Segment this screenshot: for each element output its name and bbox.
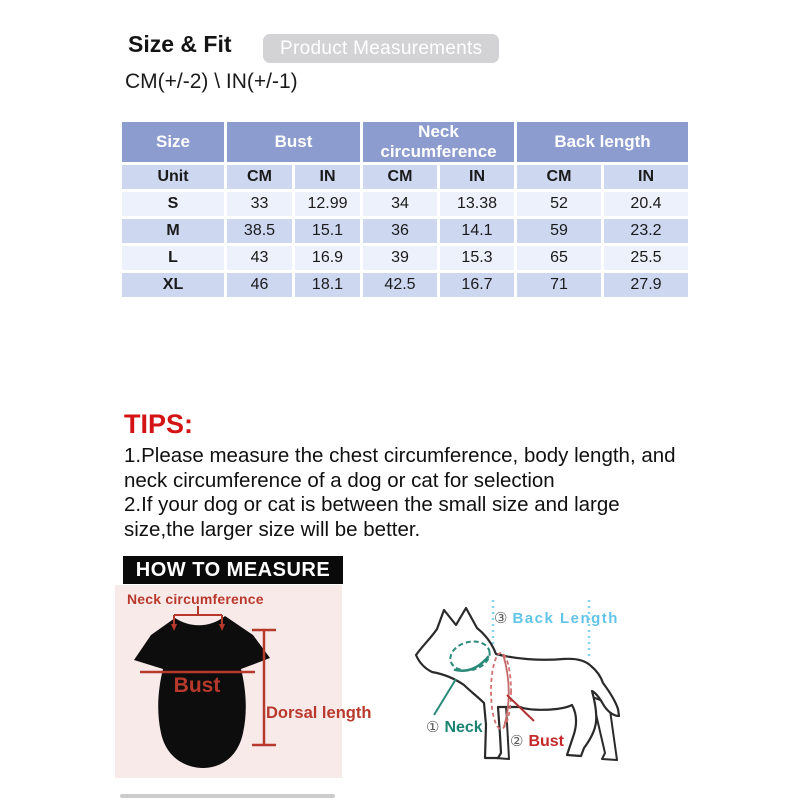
shirt-diagram [115, 585, 372, 778]
table-row-m [122, 219, 688, 243]
value-cell: 59 [517, 219, 601, 243]
group-header-neck: Neck circumference [363, 122, 514, 162]
tips-line: size,the larger size will be better. [124, 517, 421, 541]
size-cell: XL [122, 273, 224, 297]
value-cell: 14.1 [440, 219, 514, 243]
circled-one-icon: ① [426, 719, 440, 736]
tips-heading: TIPS: [124, 409, 194, 439]
dog-neck-label: ① Neck [426, 719, 483, 736]
tips-line: 2.If your dog or cat is between the small size and large [124, 493, 620, 516]
group-header-size: Size [122, 122, 224, 162]
size-cell: M [122, 219, 224, 243]
unit-cell: CM [227, 165, 292, 189]
value-cell: 27.9 [604, 273, 688, 297]
dog-bust-label: ② Bust [510, 733, 565, 750]
shirt-dorsal-label: Dorsal length [266, 704, 372, 722]
neck-pointer-icon [434, 679, 456, 715]
how-to-measure-banner [123, 556, 343, 584]
dog-back-length-label: ③ Back Length [494, 610, 619, 627]
value-cell: 36 [363, 219, 437, 243]
tips-body [124, 444, 676, 542]
value-cell: 42.5 [363, 273, 437, 297]
size-cell: S [122, 192, 224, 216]
value-cell: 71 [517, 273, 601, 297]
table-row-l [122, 246, 688, 270]
group-header-bust: Bust [227, 122, 360, 162]
how-to-measure-label: HOW TO MEASURE [135, 558, 331, 581]
dog-diagram [400, 595, 750, 780]
table-row-s [122, 192, 688, 216]
shirt-bust-label: Bust [173, 674, 221, 697]
tolerance-note: CM(+/-2) \ IN(+/-1) [125, 70, 298, 93]
value-cell: 12.99 [295, 192, 360, 216]
shirt-diagram-graphic [115, 585, 342, 778]
value-cell: 65 [517, 246, 601, 270]
value-cell: 34 [363, 192, 437, 216]
circled-three-icon: ③ [494, 610, 508, 627]
circled-two-icon: ② [510, 733, 524, 750]
value-cell: 46 [227, 273, 292, 297]
unit-cell: CM [517, 165, 601, 189]
table-unit-row [122, 165, 688, 189]
value-cell: 38.5 [227, 219, 292, 243]
value-cell: 16.7 [440, 273, 514, 297]
unit-cell: CM [363, 165, 437, 189]
group-header-back: Back length [517, 122, 688, 162]
tips-line: 1.Please measure the chest circumference, body length, and [124, 444, 676, 467]
unit-cell: Unit [122, 165, 224, 189]
value-cell: 43 [227, 246, 292, 270]
tips-line: neck circumference of a dog or cat for selection [124, 468, 555, 492]
value-cell: 18.1 [295, 273, 360, 297]
shirt-neck-label: Neck circumference [127, 591, 264, 607]
value-cell: 13.38 [440, 192, 514, 216]
table-group-header-row [122, 122, 688, 162]
value-cell: 16.9 [295, 246, 360, 270]
product-measurements-badge: Product Measurements [263, 34, 499, 63]
unit-cell: IN [440, 165, 514, 189]
value-cell: 20.4 [604, 192, 688, 216]
table-row-xl [122, 273, 688, 297]
value-cell: 15.1 [295, 219, 360, 243]
value-cell: 23.2 [604, 219, 688, 243]
unit-cell: IN [295, 165, 360, 189]
size-cell: L [122, 246, 224, 270]
value-cell: 52 [517, 192, 601, 216]
size-chart-table [119, 119, 691, 300]
unit-cell: IN [604, 165, 688, 189]
value-cell: 33 [227, 192, 292, 216]
value-cell: 15.3 [440, 246, 514, 270]
page-title: Size & Fit [128, 31, 232, 57]
value-cell: 25.5 [604, 246, 688, 270]
value-cell: 39 [363, 246, 437, 270]
truncated-bottom-bar [120, 794, 335, 798]
